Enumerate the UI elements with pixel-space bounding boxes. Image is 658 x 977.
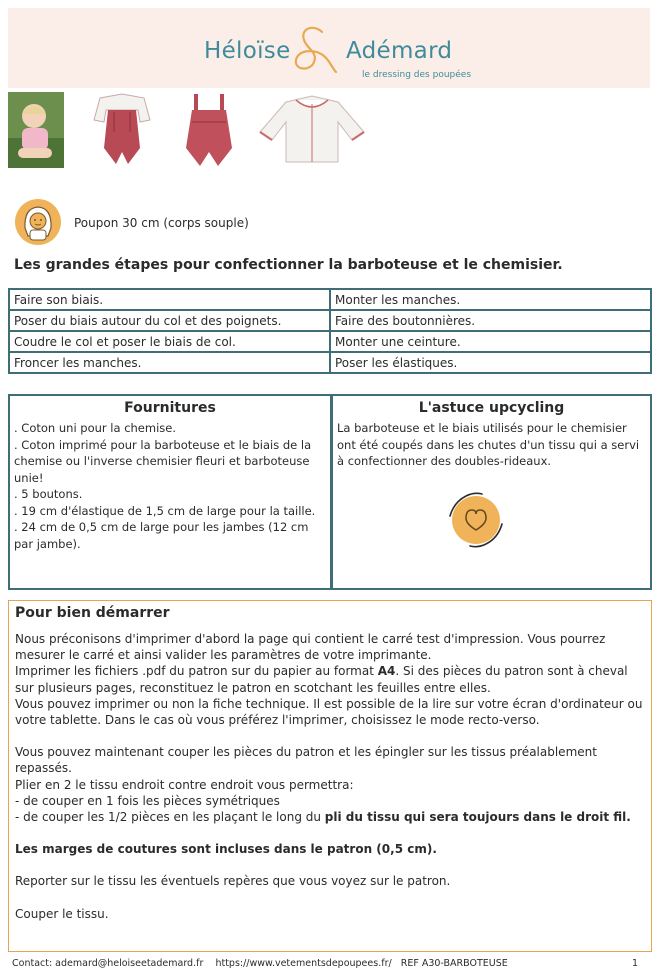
paragraph: Couper le tissu. — [15, 906, 109, 921]
paragraph: Les marges de coutures sont incluses dans le patron (0,5 cm). — [15, 842, 437, 857]
table-row — [9, 289, 651, 310]
section-title: Les grandes étapes pour confectionner la barboteuse et le chemisier. — [14, 257, 563, 273]
brand-name-right: Adémard — [346, 38, 453, 64]
ampersand-icon — [284, 22, 344, 84]
steps-table — [8, 288, 652, 374]
format-label: A4 — [377, 664, 396, 679]
bold-span: pli du tissu qui sera toujours dans le droit fil. — [324, 810, 631, 825]
doll-size-label: Poupon 30 cm (corps souple) — [74, 216, 249, 230]
brand-logo — [196, 28, 476, 86]
doll-face-icon — [14, 198, 62, 246]
getting-started-title: Pour bien démarrer — [15, 605, 170, 621]
romper-photo — [180, 92, 238, 168]
step-cell: Faire son biais. — [9, 289, 330, 310]
page-number: 1 — [631, 958, 638, 969]
paragraph: Vous pouvez imprimer ou non la fiche technique. Il est possible de la lire sur votre écran d'ordinateur ou votre tablette. Dans le cas où vous préférez l'imprimer, choisissez le mode recto-verso. — [15, 696, 643, 728]
paragraph: Nous préconisons d'imprimer d'abord la page qui contient le carré test d'impression. Vous pourrez mesurer le carré et ainsi valider les paramètres de votre imprimante. — [15, 632, 606, 663]
step-cell: Monter une ceinture. — [330, 331, 651, 352]
upcycling-title: L'astuce upcycling — [418, 400, 565, 416]
supplies-title: Fournitures — [124, 400, 216, 416]
text-span: Imprimer les fichiers .pdf du patron sur du papier au format — [15, 664, 378, 679]
table-row — [9, 352, 651, 373]
footer-website-link[interactable]: https://www.vetementsdepoupees.fr/ — [215, 958, 392, 969]
product-thumbnails — [8, 92, 388, 168]
getting-started-body — [15, 631, 647, 922]
supplies-list — [10, 416, 330, 552]
supply-item: . 5 boutons. — [14, 487, 83, 501]
upcycling-text: La barboteuse et le biais utilisés pour le chemisier ont été coupés dans les chutes d'un tissu qui a servi à confectionner des doubles-rideaux. — [337, 421, 640, 468]
footer-contact: Contact: ademard@heloiseetademard.fr — [12, 958, 204, 969]
page-header — [8, 8, 650, 88]
paragraph: Plier en 2 le tissu endroit contre endroit vous permettra: — [15, 777, 354, 792]
text-span: . Si des pièces du patron sont à cheval sur plusieurs pages, reconstituez le patron en scotchant les feuilles entre elles. — [15, 664, 628, 695]
supplies-box — [8, 394, 332, 590]
paragraph — [15, 663, 647, 695]
hands-heart-icon — [444, 488, 508, 552]
doll-photo — [8, 92, 64, 168]
step-cell: Poser les élastiques. — [330, 352, 651, 373]
paragraph: - de couper en 1 fois les pièces symétriques — [15, 793, 280, 808]
step-cell: Monter les manches. — [330, 289, 651, 310]
supply-item: . Coton uni pour la chemise. — [14, 421, 177, 435]
text-span: - de couper les 1/2 pièces en les plaçant le long du — [15, 810, 325, 825]
paragraph: Vous pouvez maintenant couper les pièces du patron et les épingler sur les tissus préalablement repassés. — [15, 745, 597, 776]
step-cell: Faire des boutonnières. — [330, 310, 651, 331]
supply-item: . 19 cm d'élastique de 1,5 cm de large pour la taille. — [14, 503, 316, 518]
romper-shirt-photo — [90, 92, 154, 168]
brand-name-left: Héloïse — [204, 38, 291, 64]
paragraph — [15, 809, 647, 825]
table-row — [9, 331, 651, 352]
brand-tagline: le dressing des poupées — [362, 70, 472, 80]
getting-started-box — [8, 600, 652, 952]
table-row — [9, 310, 651, 331]
footer-reference: REF A30-BARBOTEUSE — [400, 958, 508, 969]
info-boxes — [8, 394, 652, 590]
supply-item: . Coton imprimé pour la barboteuse et le biais de la chemise ou l'inverse chemisier fleuri et barboteuse unie! — [14, 437, 312, 485]
step-cell: Coudre le col et poser le biais de col. — [9, 331, 330, 352]
step-cell: Poser du biais autour du col et des poignets. — [9, 310, 330, 331]
blouse-photo — [256, 92, 368, 168]
supply-item: . 24 cm de 0,5 cm de large pour les jambes (12 cm par jambe). — [14, 520, 309, 551]
paragraph: Reporter sur le tissu les éventuels repères que vous voyez sur le patron. — [15, 874, 451, 889]
step-cell: Froncer les manches. — [9, 352, 330, 373]
page-footer — [12, 958, 646, 969]
